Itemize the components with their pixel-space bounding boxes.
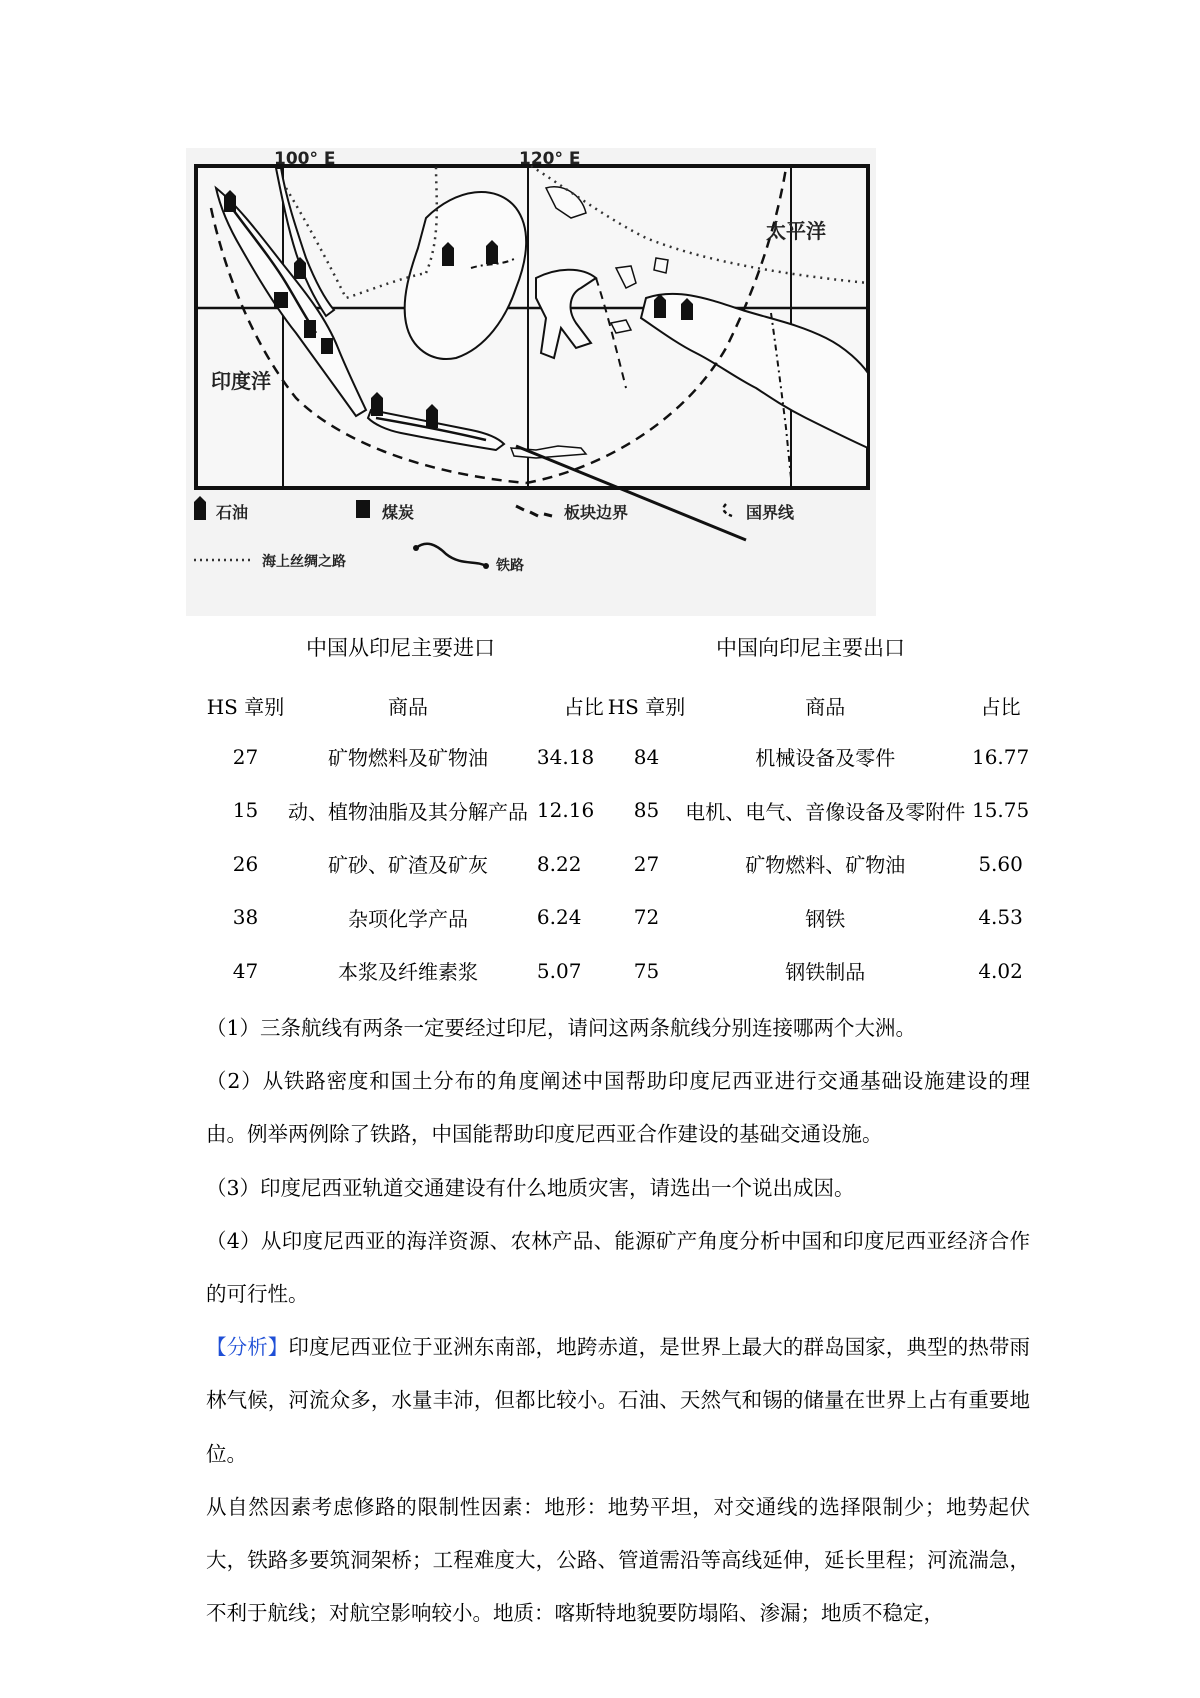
- import-item: 矿物燃料及矿物油: [327, 746, 488, 771]
- trade-table: [206, 680, 1036, 998]
- legend-border-label: 国界线: [746, 503, 795, 522]
- question-2: （2）从铁路密度和国土分布的角度阐述中国帮助印度尼西亚进行交通基础设施建设的理由。例举两例除了铁路，中国能帮助印度尼西亚合作建设的基础交通设施。: [206, 1069, 1030, 1147]
- question-4: （4）从印度尼西亚的海洋资源、农林产品、能源矿产角度分析中国和印度尼西亚经济合作的可行性。: [206, 1228, 1030, 1307]
- table-row: [206, 784, 1036, 838]
- indonesia-map-figure: [186, 148, 876, 616]
- analysis-text: 印度尼西亚位于亚洲东南部，地跨赤道，是世界上最大的群岛国家，典型的热带雨林气候，河流众多，水量丰沛，但都比较小。石油、天然气和锡的储量在世界上占有重要地位。: [206, 1335, 1031, 1466]
- import-hs: 15: [232, 798, 259, 823]
- import-hs: 38: [232, 905, 259, 930]
- questions-block: [206, 1002, 1030, 1640]
- export-hs: 27: [633, 851, 660, 876]
- map-svg: [186, 148, 876, 616]
- import-hs: 47: [232, 958, 259, 983]
- import-hs: 26: [232, 851, 259, 876]
- export-item: 钢铁: [805, 906, 846, 931]
- export-share: 16.77: [971, 744, 1030, 769]
- export-item: 机械设备及零件: [755, 746, 896, 771]
- legend-coal-icon: [356, 500, 370, 518]
- import-table-caption: 中国从印尼主要进口: [306, 636, 495, 660]
- table-row: [206, 730, 1036, 784]
- legend-oil-label: 石油: [216, 503, 249, 522]
- export-hs: 75: [633, 958, 660, 983]
- import-item: 矿砂、矿渣及矿灰: [327, 853, 488, 878]
- header-product: 商品: [387, 694, 428, 719]
- header-share-export: 占比: [980, 694, 1021, 719]
- header-hs-export: HS 章别: [607, 694, 686, 719]
- export-hs: 72: [633, 905, 660, 930]
- table-row: [206, 891, 1036, 945]
- export-hs: 85: [633, 798, 660, 823]
- export-share: 5.60: [978, 851, 1023, 876]
- export-share: 4.02: [978, 958, 1023, 983]
- import-hs: 27: [232, 744, 259, 769]
- legend-plate-label: 板块边界: [564, 503, 629, 522]
- analysis-tag: 【分析】: [206, 1335, 289, 1360]
- label-100e: 100° E: [274, 149, 336, 169]
- analysis-paragraph: [206, 1321, 1030, 1481]
- export-hs: 84: [633, 744, 660, 769]
- question-1: （1）三条航线有两条一定要经过印尼，请问这两条航线分别连接哪两个大洲。: [206, 1016, 917, 1040]
- label-120e: 120° E: [519, 149, 581, 169]
- import-item: 杂项化学产品: [347, 906, 468, 931]
- export-item: 钢铁制品: [785, 960, 866, 985]
- import-item: 本浆及纤维素浆: [337, 960, 478, 985]
- export-share: 15.75: [971, 798, 1030, 823]
- header-product-export: 商品: [805, 694, 846, 719]
- import-share: 12.16: [536, 798, 595, 823]
- table-row: [206, 837, 1036, 891]
- import-share: 6.24: [536, 905, 582, 930]
- export-item: 矿物燃料、矿物油: [745, 853, 906, 878]
- label-pacific: 太平洋: [766, 219, 826, 243]
- export-item: 电机、电气、音像设备及零附件: [685, 799, 966, 824]
- table-header-row: [206, 680, 1036, 730]
- import-share: 8.22: [536, 851, 582, 876]
- export-table-caption: 中国向印尼主要出口: [716, 636, 905, 660]
- export-share: 4.53: [978, 905, 1023, 930]
- header-share: 占比: [563, 694, 604, 719]
- question-3: （3）印度尼西亚轨道交通建设有什么地质灾害，请选出一个说出成因。: [206, 1175, 855, 1200]
- legend-coal-label: 煤炭: [382, 503, 415, 522]
- import-share: 34.18: [536, 744, 595, 769]
- header-hs: HS 章别: [206, 694, 285, 719]
- road-factors-paragraph: 从自然因素考虑修路的限制性因素：地形：地势平坦，对交通线的选择限制少；地势起伏大，铁路多要筑洞架桥；工程难度大，公路、管道需沿等高线延伸，延长里程；河流湍急，不利于航线；对航空影响较小。地质：喀斯特地貌要防塌陷、渗漏；地质不稳定，: [206, 1494, 1030, 1626]
- import-item: 动、植物油脂及其分解产品: [287, 799, 528, 824]
- import-share: 5.07: [536, 958, 582, 983]
- label-indian-ocean: 印度洋: [211, 369, 271, 393]
- legend-railway-label: 铁路: [496, 558, 524, 574]
- legend-silk-road-label: 海上丝绸之路: [262, 554, 346, 570]
- table-row: [206, 944, 1036, 998]
